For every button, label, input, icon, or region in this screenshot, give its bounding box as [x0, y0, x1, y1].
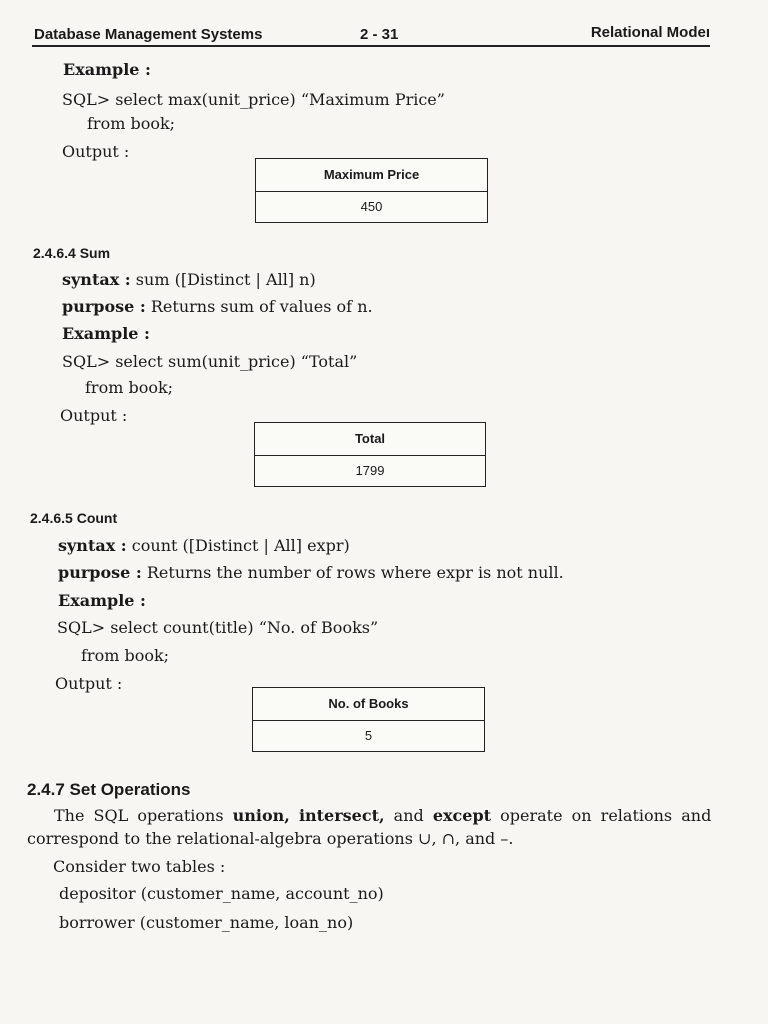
table-header-cell: Total: [255, 423, 485, 456]
purpose-text: Returns sum of values of n.: [145, 297, 373, 316]
header-rule: [32, 45, 710, 47]
para-text: [290, 806, 299, 825]
purpose-label: purpose :: [58, 563, 142, 582]
table-value-cell: 5: [364, 728, 373, 743]
purpose-label: purpose :: [62, 297, 146, 316]
sum-output-label: Output :: [60, 406, 128, 425]
keyword-intersect: intersect,: [298, 806, 385, 825]
max-example-label: Example :: [63, 60, 151, 79]
table-value-cell: 450: [360, 199, 383, 214]
count-output-label: Output :: [55, 674, 123, 693]
sum-sql-line2: from book;: [85, 378, 174, 397]
sum-example-label: Example :: [62, 324, 150, 343]
max-output-label: Output :: [62, 142, 130, 161]
set-ops-paragraph-line2: correspond to the relational-algebra operations ∪, ∩, and –.: [27, 829, 514, 848]
count-syntax-line: [58, 536, 350, 555]
keyword-union: union,: [232, 806, 290, 825]
table-def-borrower: borrower (customer_name, loan_no): [59, 913, 354, 932]
purpose-text: Returns the number of rows where expr is not null.: [141, 563, 564, 582]
syntax-text: sum ([Distinct | All] n): [130, 270, 316, 289]
sum-purpose-line: [62, 297, 373, 316]
count-example-label: Example :: [58, 591, 146, 610]
count-sql-line1: SQL> select count(title) “No. of Books”: [57, 618, 379, 637]
sum-section-heading: 2.4.6.4 Sum: [33, 245, 111, 261]
count-output-table: [252, 687, 485, 752]
table-value-cell: 1799: [355, 463, 385, 478]
count-purpose-line: [58, 563, 564, 582]
count-section-heading: 2.4.6.5 Count: [30, 510, 118, 526]
set-ops-paragraph-line1: [54, 806, 710, 825]
count-sql-line2: from book;: [81, 646, 170, 665]
max-output-table: [255, 158, 488, 223]
set-ops-heading: 2.4.7 Set Operations: [27, 780, 191, 799]
sum-sql-line1: SQL> select sum(unit_price) “Total”: [62, 352, 358, 371]
table-header-cell: No. of Books: [253, 688, 484, 721]
running-header: [34, 22, 710, 46]
header-book-title: Database Management Systems: [34, 26, 263, 43]
syntax-text: count ([Distinct | All] expr): [126, 536, 350, 555]
para-text: and: [384, 806, 433, 825]
header-chapter-title: Relational Modeı: [590, 24, 710, 41]
sum-output-table: [254, 422, 486, 487]
set-ops-consider: Consider two tables :: [53, 857, 226, 876]
syntax-label: syntax :: [62, 270, 131, 289]
table-header-cell: Maximum Price: [256, 159, 487, 192]
keyword-except: except: [432, 806, 492, 825]
max-sql-line2: from book;: [87, 114, 176, 133]
para-text: operate on relations and: [491, 806, 712, 825]
header-page-number: 2 - 31: [360, 26, 399, 43]
table-def-depositor: depositor (customer_name, account_no): [59, 884, 384, 903]
syntax-label: syntax :: [58, 536, 127, 555]
max-sql-line1: SQL> select max(unit_price) “Maximum Price”: [62, 90, 445, 109]
para-text: The SQL operations: [54, 806, 233, 825]
sum-syntax-line: [62, 270, 316, 289]
